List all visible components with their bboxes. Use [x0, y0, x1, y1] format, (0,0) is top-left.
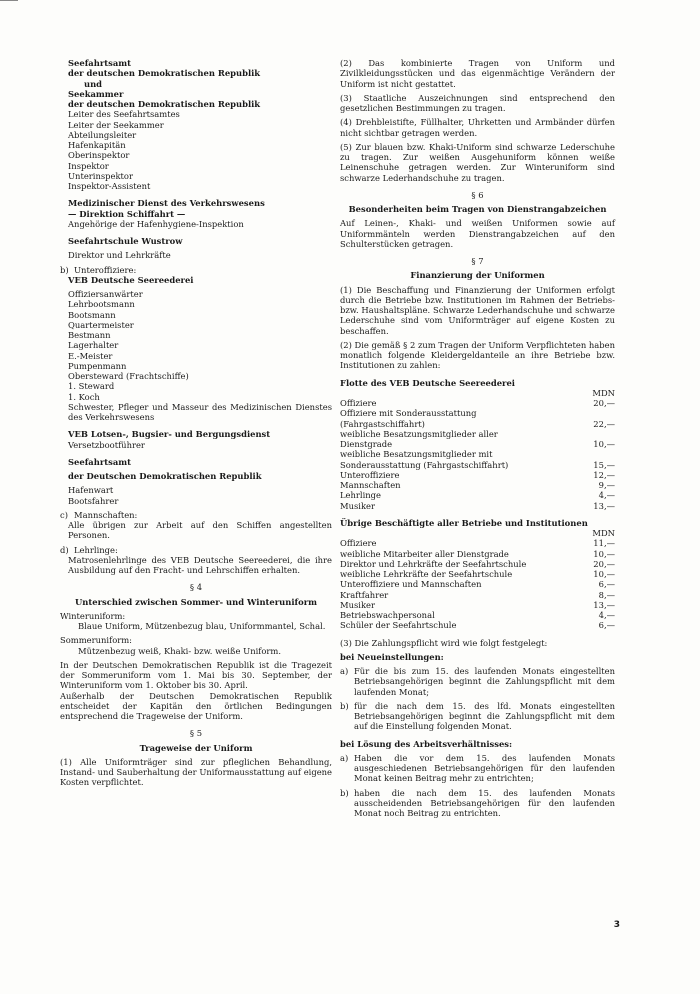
summer-body: Mützenbezug weiß, Khaki- bzw. weiße Uniform. — [78, 645, 282, 656]
row-label: weibliche Besatzungsmitglieder mit — [340, 449, 493, 460]
role-item: Abteilungsleiter — [68, 129, 137, 140]
section-5-number: § 5 — [189, 728, 203, 739]
page-number: 3 — [613, 920, 620, 930]
fleet-table — [340, 398, 615, 511]
table-row — [340, 398, 615, 408]
role-item: Schwester, Pfleger und Masseur des Medizinischen Dienstes des Verkehrswesens — [68, 401, 332, 422]
list-text: für die nach dem 15. des lfd. Monats eingestellten Betriebsangehörigen beginnt die Zahlungspflicht mit dem auf die Einstellung folgenden Monat. — [354, 700, 615, 732]
new-hire-title: bei Neueinstellungen: — [340, 651, 444, 662]
row-label: Schüler der Seefahrtschule — [340, 620, 457, 631]
role-item: 1. Steward — [68, 381, 115, 392]
corner-rule — [0, 0, 18, 1]
role-item: Quartermeister — [68, 319, 134, 330]
left-column — [60, 58, 332, 788]
winter-body: Blaue Uniform, Mützenbezug blau, Uniformmantel, Schal. — [78, 621, 326, 631]
med-title: Medizinischer Dienst des Verkehrswesens — [68, 198, 265, 209]
section-7-number: § 7 — [471, 256, 484, 266]
table-row — [340, 538, 615, 548]
school-title: Seefahrtschule Wustrow — [68, 236, 183, 246]
list-c — [60, 510, 332, 520]
row-amount — [581, 449, 615, 459]
role-item: Inspektor — [68, 160, 109, 171]
role-item: Angehörige der Hafenhygiene-Inspektion — [68, 218, 244, 229]
role-item: Leiter des Seefahrtsamtes — [68, 109, 180, 120]
row-amount: 6,— — [598, 579, 615, 590]
row-label: Offiziere — [340, 538, 377, 549]
row-amount: 9,— — [598, 480, 615, 490]
list-label: Mannschaften: — [74, 509, 138, 520]
row-label: weibliche Lehrkräfte der Seefahrtschule — [340, 569, 513, 579]
section-7-para-2: (2) Die gemäß § 2 zum Tragen der Uniform Verpflichteten haben monatlich folgende Kleidergeldanteile an ihre Betriebe bzw. Institutionen zu zahlen: — [340, 339, 615, 371]
row-amount: 4,— — [598, 490, 615, 501]
row-label: Unteroffiziere — [340, 469, 400, 480]
table-row — [340, 600, 615, 610]
office2-line: Seefahrtsamt — [68, 456, 131, 467]
section-7-para-1: (1) Die Beschaffung und Finanzierung der Uniformen erfolgt durch die Betriebe bzw. Institutionen im Rahmen der Betriebs- bzw. Haushaltspläne. Schwarze Lederhandschuhe und schwarze Lederschuhe sind vom Uniformträger auf eigene Kosten zu beschaffen. — [340, 284, 615, 336]
table-row — [340, 439, 615, 449]
office1-heading — [60, 58, 332, 109]
row-label: Offiziere — [340, 398, 377, 408]
role-item: Hafenkapitän — [68, 140, 126, 150]
role-item: Inspektor-Assistent — [68, 181, 151, 191]
row-amount: 10,— — [593, 439, 615, 449]
row-amount: 20,— — [593, 558, 615, 569]
row-amount: 12,— — [593, 469, 615, 480]
role-item: Leiter der Seekammer — [68, 119, 164, 130]
row-amount: 22,— — [593, 418, 615, 429]
section-4-title: Unterschied zwischen Sommer- und Winteruniform — [75, 596, 317, 607]
termination-a — [340, 753, 615, 784]
list-key: a) — [340, 666, 349, 676]
role-item: Hafenwart — [68, 485, 114, 496]
list-text: Für die bis zum 15. des laufenden Monats eingestellten Betriebsangehörigen beginnt die Zahlungspflicht mit dem laufenden Monat; — [354, 666, 615, 697]
winter-label: Winteruniform: — [60, 610, 126, 621]
section-5-para-3: (3) Staatliche Auszeichnungen sind entsprechend den gesetzlichen Bestimmungen zu tragen. — [340, 92, 615, 113]
row-label: Betriebswachpersonal — [340, 610, 435, 620]
role-item: Lagerhalter — [68, 340, 119, 351]
row-amount: 4,— — [598, 610, 615, 620]
veb-title: VEB Deutsche Seereederei — [68, 274, 194, 285]
row-label: Sonderausstattung (Fahrgastschiffahrt) — [340, 459, 509, 470]
list-d — [60, 545, 332, 555]
list-key: d) — [60, 544, 69, 555]
row-amount: 20,— — [593, 398, 615, 408]
med-subtitle: — Direktion Schiffahrt — — [68, 208, 186, 219]
office2-line: der Deutschen Demokratischen Republik — [68, 471, 262, 481]
role-item: Versetzbootführer — [68, 439, 145, 450]
row-label: Musiker — [340, 599, 375, 610]
new-hire-a — [340, 666, 615, 697]
table-row — [340, 429, 615, 439]
row-label: Unteroffiziere und Mannschaften — [340, 579, 482, 590]
other-table-title: Übrige Beschäftigte aller Betriebe und Institutionen — [340, 517, 588, 528]
row-amount: 10,— — [593, 548, 615, 559]
table-row — [340, 449, 615, 459]
list-key: c) — [60, 509, 68, 520]
role-item: E.-Meister — [68, 350, 113, 361]
lotsen-title: VEB Lotsen-, Bugsier- und Bergungsdienst — [68, 429, 271, 440]
table-row — [340, 408, 615, 418]
role-item: Lehrbootsmann — [68, 299, 135, 310]
table-row — [340, 559, 615, 569]
season-paragraph: In der Deutschen Demokratischen Republik ist die Tragezeit der Sommeruniform vom 1. Mai bis 30. September, der Winteruniform vom 1. Oktober bis 30. April. — [60, 659, 332, 691]
office1-line: Seekammer — [68, 88, 124, 99]
section-6-title: Besonderheiten beim Tragen von Dienstrangabzeichen — [348, 204, 607, 214]
office1-roles — [60, 109, 332, 191]
table-row — [340, 490, 615, 500]
table-row — [340, 579, 615, 589]
row-label: Lehrlinge — [340, 490, 381, 501]
row-label: Offiziere mit Sonderausstattung — [340, 408, 477, 419]
list-key: b) — [340, 787, 349, 798]
section-5-title: Trageweise der Uniform — [139, 742, 253, 753]
row-amount: 10,— — [593, 569, 615, 579]
table-row — [340, 460, 615, 470]
role-item: Bootsmann — [68, 309, 116, 320]
row-label: Mannschaften — [340, 480, 401, 490]
table-row — [340, 620, 615, 630]
office1-line: und — [84, 78, 103, 89]
list-key: a) — [340, 752, 349, 763]
row-amount: 11,— — [593, 538, 615, 549]
list-d-body: Matrosenlehrlinge des VEB Deutsche Seereederei, die ihre Ausbildung auf den Fracht- und Lehrschiffen erhalten. — [68, 554, 332, 575]
row-amount: 6,— — [598, 620, 615, 631]
office1-line: der deutschen Demokratischen Republik — [68, 99, 261, 109]
right-column — [340, 58, 615, 818]
row-amount: 15,— — [593, 459, 615, 470]
office1-line: der deutschen Demokratischen Republik — [68, 68, 261, 79]
office1-line: Seefahrtsamt — [68, 58, 131, 68]
role-item: Direktor und Lehrkräfte — [68, 250, 171, 261]
section-5-para-1: (1) Alle Uniformträger sind zur pfleglichen Behandlung, Instand- und Sauberhaltung der Uniformausstattung auf eigene Kosten verpflichtet. — [60, 756, 332, 788]
row-amount — [581, 408, 615, 418]
list-text: Haben die vor dem 15. des laufenden Monats ausgeschiedenen Betriebsangehörigen für den laufenden Monat keinen Beitrag mehr zu entrichten; — [354, 752, 615, 784]
table-row — [340, 480, 615, 490]
new-hire-b — [340, 701, 615, 732]
table-row — [340, 501, 615, 511]
termination-b — [340, 788, 615, 819]
other-table — [340, 538, 615, 630]
row-amount: 13,— — [593, 500, 615, 511]
role-item: Bootsfahrer — [68, 495, 119, 506]
role-item: Oberinspektor — [68, 150, 130, 161]
list-label: Unteroffiziere: — [74, 264, 137, 275]
section-5-para-2: (2) Das kombinierte Tragen von Uniform und Zivilkleidungsstücken und das eigenmächtige Verändern der Uniform ist nicht gestattet. — [340, 58, 615, 89]
row-label: Kraftfahrer — [340, 589, 389, 600]
row-amount — [581, 429, 615, 439]
currency-header: MDN — [592, 528, 615, 538]
list-text: haben die nach dem 15. des laufenden Monats ausscheidenden Betriebsangehörigen für den laufenden Monat noch Beitrag zu entrichten. — [354, 787, 615, 818]
role-item: 1. Koch — [68, 391, 100, 402]
section-4-number: § 4 — [189, 582, 203, 593]
list-c-body: Alle übrigen zur Arbeit auf den Schiffen angestellten Personen. — [68, 520, 332, 541]
table-row — [340, 470, 615, 480]
role-item: Obersteward (Frachtschiffe) — [68, 371, 189, 381]
section-7-title: Finanzierung der Uniformen — [410, 270, 545, 281]
list-key: b) — [60, 264, 69, 275]
row-label: (Fahrgastschiffahrt) — [340, 418, 425, 429]
section-6-text: Auf Leinen-, Khaki- und weißen Uniformen sowie auf Uniformmänteln werden Dienstrangabzeichen auf den Schulterstücken getragen. — [340, 218, 615, 249]
section-6-number: § 6 — [471, 189, 484, 200]
row-amount: 13,— — [593, 599, 615, 610]
table-row — [340, 549, 615, 559]
role-item: Bestmann — [68, 330, 111, 340]
currency-header: MDN — [592, 387, 615, 398]
summer-label: Sommeruniform: — [60, 635, 132, 646]
section-5-para-4: (4) Drehbleistifte, Füllhalter, Uhrketten und Armbänder dürfen nicht sichtbar getragen werden. — [340, 117, 615, 138]
row-amount: 8,— — [598, 589, 615, 600]
table-row — [340, 419, 615, 429]
role-item: Offiziersanwärter — [68, 289, 143, 299]
abroad-paragraph: Außerhalb der Deutschen Demokratischen Republik entscheidet der Kapitän den örtlichen Bedingungen entsprechend die Trageweise der Uniform. — [60, 690, 332, 721]
list-key: b) — [340, 700, 349, 711]
list-b — [60, 265, 332, 275]
row-label: Direktor und Lehrkräfte der Seefahrtschule — [340, 558, 527, 569]
row-label: weibliche Mitarbeiter aller Dienstgrade — [340, 548, 509, 559]
row-label: Musiker — [340, 500, 375, 511]
section-5-para-5: (5) Zur blauen bzw. Khaki-Uniform sind schwarze Lederschuhe zu tragen. Zur weißen Ausgehuniform können weiße Leinenschuhe getragen werden. Zur Winteruniform sind schwarze Lederhandschuhe zu tragen. — [340, 141, 615, 183]
list-label: Lehrlinge: — [74, 544, 118, 555]
termination-title: bei Lösung des Arbeitsverhältnisses: — [340, 738, 513, 749]
section-7-para-3: (3) Die Zahlungspflicht wird wie folgt festgelegt: — [340, 637, 548, 648]
fleet-table-title: Flotte des VEB Deutsche Seereederei — [340, 377, 515, 388]
row-label: weibliche Besatzungsmitglieder aller — [340, 428, 498, 439]
row-label: Dienstgrade — [340, 439, 393, 449]
table-row — [340, 610, 615, 620]
table-row — [340, 569, 615, 579]
role-item: Pumpenmann — [68, 360, 127, 371]
table-row — [340, 590, 615, 600]
role-item: Unterinspektor — [68, 170, 133, 181]
